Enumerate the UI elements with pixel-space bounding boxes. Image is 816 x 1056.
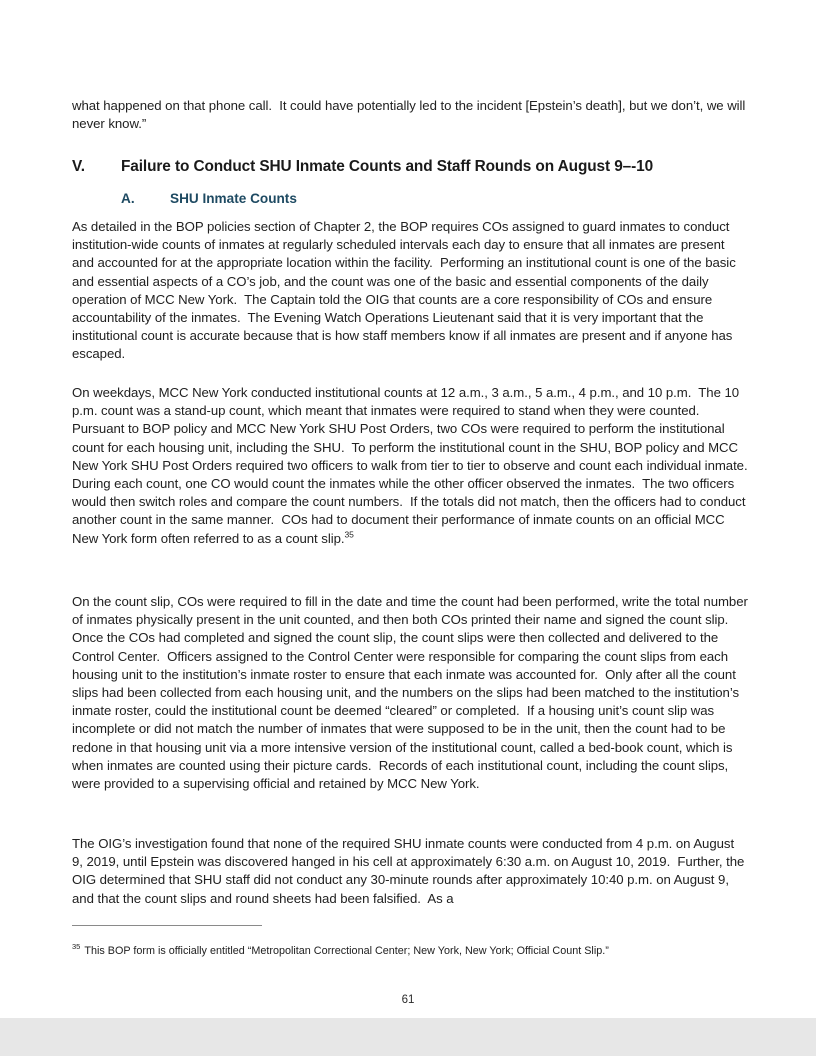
body-paragraph-4: The OIG’s investigation found that none of the required SHU inmate counts were conducted from 4 p.m. on August 9, 2019, until Epstein was discovered hanged in his cell at approximately 6:30 a.m. on August 10, 2019. Further, the OIG determined that SHU staff did not conduct any 30-minute rounds after approximately 10:40 p.m. on August 9, and that the count slips and round sheets had been falsified. As a [72,836,748,906]
subsection-number: A. [121,191,135,206]
footnote [72,944,748,958]
footnote-text: This BOP form is officially entitled “Metropolitan Correctional Center; New York, New York; Official Count Slip.” [84,945,609,957]
subsection-heading [121,191,297,206]
body-paragraph-1: As detailed in the BOP policies section of Chapter 2, the BOP requires COs assigned to guard inmates to conduct institution-wide counts of inmates at regularly scheduled intervals each day to ensure that all inmates are present and accounted for at the appropriate location within the facility. Performing an institutional count is one of the basic and essential aspects of a CO’s job, and the count was one of the basic and essential components of the daily operation of MCC New York. The Captain told the OIG that counts are a core responsibility of COs and ensure accountability of the inmates. The Evening Watch Operations Lieutenant said that it is very important that the institutional count is accurate because that is how staff members know if all inmates are present and if anyone has escaped. [72,219,740,362]
section-heading [72,158,653,176]
page-bottom-gutter [0,1018,816,1056]
footnote-marker: 35 [72,942,81,952]
footnote-separator-rule [72,925,262,926]
body-paragraph-2-text: On weekdays, MCC New York conducted institutional counts at 12 a.m., 3 a.m., 5 a.m., 4 p.m., and 10 p.m. The 10 p.m. count was a stand-up count, which meant that inmates were required to stand when they were counted. Pursuant to BOP policy and MCC New York SHU Post Orders, two COs were required to perform the institutional count for each housing unit, including the SHU. To perform the institutional count in the SHU, BOP policy and MCC New York SHU Post Orders required two officers to walk from tier to tier to observe and count each individual inmate. During each count, one CO would count the inmates while the other officer observed the inmates. The two officers would then switch roles and compare the count numbers. If the totals did not match, then the officers had to conduct another count in the same manner. COs had to document their performance of inmate counts on an official MCC New York form often referred to as a count slip. [72,385,755,546]
subsection-title: SHU Inmate Counts [170,191,297,206]
section-title: Failure to Conduct SHU Inmate Counts and Staff Rounds on August 9–-10 [121,158,654,175]
paragraph-quote-continuation: what happened on that phone call. It could have potentially led to the incident [Epstein’s death], but we don’t, we will never know.” [72,98,749,132]
footnote-reference-35: 35 [344,529,354,540]
page-number: 61 [401,994,415,1006]
body-paragraph-2 [72,384,755,548]
body-paragraph-3: On the count slip, COs were required to fill in the date and time the count had been performed, write the total number of inmates physically present in the unit counted, and then both COs printed their name and signed the count slip. Once the COs had completed and signed the count slip, the count slips were then collected and delivered to the Control Center. Officers assigned to the Control Center were responsible for comparing the count slips from each housing unit to the institution’s inmate roster to ensure that each inmate was accounted for. Only after all the count slips had been collected from each housing unit, and the numbers on the slips had been matched to the institution’s inmate roster, could the institutional count be deemed “cleared” or completed. If a housing unit’s count slip was incomplete or did not match the number of inmates that were supposed to be in the unit, then the count had to be redone in that housing unit via a more intensive version of the institutional count, called a bed-book count, which is when inmates are counted using their picture cards. Records of each institutional count, including the count slips, were provided to a supervising official and retained by MCC New York. [72,594,752,792]
section-number: V. [72,158,85,175]
